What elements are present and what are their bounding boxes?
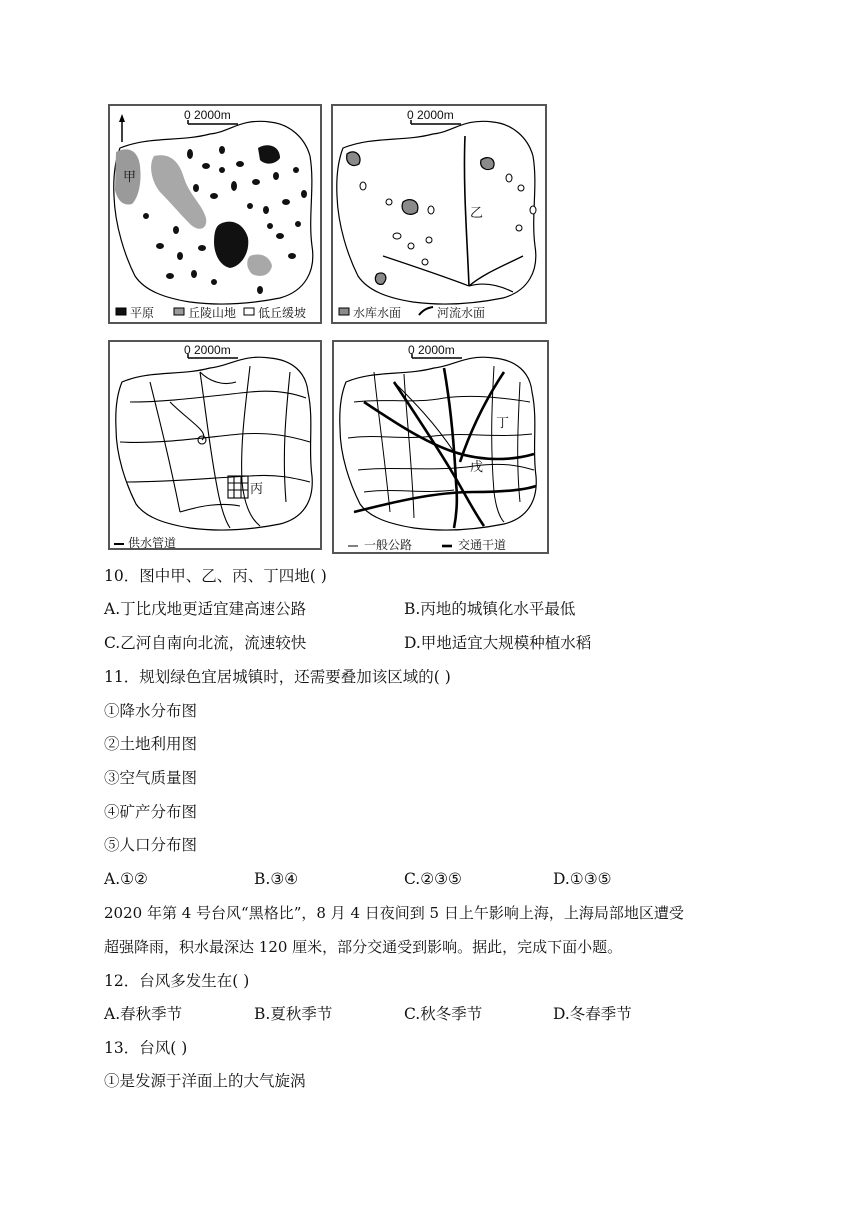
q11-item-2: ②土地利用图 — [104, 735, 198, 753]
water-label-yi: 乙 — [470, 206, 484, 221]
water-pipe-map-graphic — [110, 342, 320, 548]
road-legend-trunk-road — [458, 536, 506, 553]
q13-item-1: ①是发源于洋面上的大气旋涡 — [104, 1072, 306, 1090]
pipe-legend-text: 供水管道 — [128, 536, 177, 550]
q12-option-d: D.冬春季节 — [553, 1005, 632, 1023]
water-scale-label: 0 2000m — [407, 108, 454, 122]
q12-option-b: B.夏秋季节 — [254, 1005, 333, 1023]
q11-stem: 11．规划绿色宜居城镇时，还需要叠加该区域的( ) — [104, 668, 451, 686]
terrain-map — [108, 104, 322, 324]
q10-option-c: C.乙河自南向北流，流速较快 — [104, 634, 307, 652]
q11-option-c: C.②③⑤ — [404, 870, 462, 888]
terrain-legend-hills — [188, 304, 236, 321]
road-scale-label: 0 2000m — [408, 343, 455, 357]
pipe-label-bing: 丙 — [250, 482, 264, 497]
terrain-map-graphic — [110, 106, 320, 322]
water-legend-river — [437, 304, 485, 321]
q10-option-a: A.丁比戊地更适宜建高速公路 — [104, 600, 307, 618]
road-map-graphic — [334, 342, 547, 552]
terrain-legend-plain-text: 平原 — [130, 306, 155, 320]
q10-stem: 10．图中甲、乙、丙、丁四地( ) — [104, 567, 327, 585]
q11-option-b: B.③④ — [254, 870, 299, 888]
road-label-wu: 戊 — [470, 460, 484, 475]
q12-option-c: C.秋冬季节 — [404, 1005, 483, 1023]
q11-option-a: A.①② — [104, 870, 148, 888]
road-map — [332, 340, 549, 554]
water-legend-reservoir-text: 水库水面 — [353, 306, 402, 320]
road-legend-trunk-road-text: 交通干道 — [458, 538, 507, 552]
q11-item-3: ③空气质量图 — [104, 769, 198, 787]
terrain-legend-gentle-slope — [258, 304, 306, 321]
water-pipe-map — [108, 340, 322, 550]
terrain-legend-gentle-slope-text: 低丘缓坡 — [258, 306, 307, 320]
q10-option-d: D.甲地适宜大规模种植水稻 — [404, 634, 592, 652]
water-map-graphic — [333, 106, 545, 322]
road-label-ding: 丁 — [496, 416, 510, 431]
passage-line-1: 2020 年第 4 号台风“黑格比”，8 月 4 日夜间到 5 日上午影响上海，上海局部地区遭受 — [104, 904, 684, 922]
q12-stem: 12．台风多发生在( ) — [104, 972, 250, 990]
q11-item-1: ①降水分布图 — [104, 702, 198, 720]
road-legend-general-road-text: 一般公路 — [364, 538, 413, 552]
terrain-scale-label: 0 2000m — [184, 108, 231, 122]
water-legend-reservoir — [353, 304, 401, 321]
passage-line-2: 超强降雨，积水最深达 120 厘米，部分交通受到影响。据此，完成下面小题。 — [104, 938, 623, 956]
terrain-legend-hills-text: 丘陵山地 — [188, 306, 237, 320]
terrain-legend-plain — [130, 304, 154, 321]
pipe-scale-label: 0 2000m — [184, 343, 231, 357]
q11-item-5: ⑤人口分布图 — [104, 836, 198, 854]
q12-option-a: A.春秋季节 — [104, 1005, 183, 1023]
q11-option-d: D.①③⑤ — [553, 870, 612, 888]
water-map — [331, 104, 547, 324]
q10-option-b: B.丙地的城镇化水平最低 — [404, 600, 576, 618]
water-legend-river-text: 河流水面 — [437, 306, 486, 320]
pipe-legend — [128, 534, 176, 551]
q13-stem: 13．台风( ) — [104, 1039, 188, 1057]
road-legend-general-road — [364, 536, 412, 553]
terrain-label-jia: 甲 — [123, 170, 137, 185]
q11-item-4: ④矿产分布图 — [104, 803, 198, 821]
